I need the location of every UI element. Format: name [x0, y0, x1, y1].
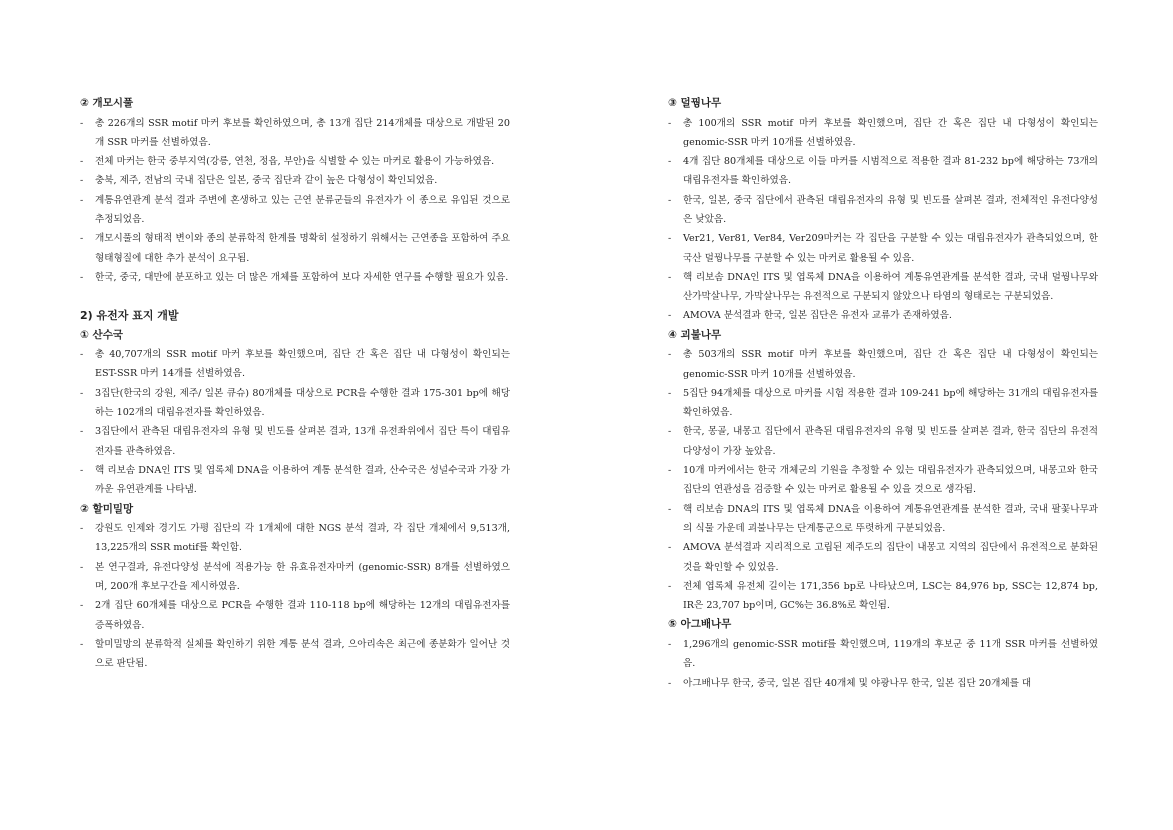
right-column: [668, 94, 1098, 693]
list-item: - 핵 리보솜 DNA의 ITS 및 엽록체 DNA을 이용하여 계통유연관계를 분석한 결과, 국내 팔꽃나무과의 식물 가운데 괴불나무는 단계통군으로 뚜렷하게 구분되었음.: [668, 503, 1098, 534]
section-title: ① 산수국: [80, 328, 123, 341]
section-sansuguk: [80, 326, 510, 500]
list-item: - 아그배나무 한국, 중국, 일본 집단 40개체 및 야광나무 한국, 일본 집단 20개체를 대: [668, 677, 1032, 689]
section-gaemosipul: [80, 94, 510, 287]
list-item: - 개모시풀의 형태적 변이와 종의 분류학적 한계를 명확히 설정하기 위해서는 근연종을 포함하여 주요 형태형질에 대한 추가 분석이 요구됨.: [80, 233, 510, 264]
list-item: - 3집단에서 관측된 대립유전자의 유형 및 빈도를 살펴본 결과, 13개 유전좌위에서 집단 특이 대립유전자를 관측하였음.: [80, 426, 510, 457]
list-item: - 전체 마커는 한국 중부지역(강릉, 연천, 정읍, 부안)을 식별할 수 있는 마커로 활용이 가능하였음.: [80, 156, 495, 168]
list-item: - 핵 리보솜 DNA인 ITS 및 엽록체 DNA을 이용하여 계통유연관계를 분석한 결과, 국내 덜꿩나무와 산가막살나무, 가막살나무는 유전적으로 구분되지 않았으나 타염의 형태로는 구분되었음.: [668, 271, 1098, 303]
list-item: - 한국, 일본, 중국 집단에서 관측된 대립유전자의 유형 및 빈도를 살펴본 결과, 전체적인 유전다양성은 낮았음.: [668, 194, 1098, 225]
section-goebulnamu: [668, 326, 1098, 616]
list-item: - 한국, 몽골, 내몽고 집단에서 관측된 대립유전자의 유형 및 빈도를 살펴본 결과, 한국 집단의 유전적 다양성이 가장 높았음.: [668, 426, 1098, 457]
section-title: ⑤ 아그배나무: [668, 618, 732, 631]
section-title: ② 개모시풀: [80, 97, 134, 109]
list-item: - 2개 집단 60개체를 대상으로 PCR을 수행한 결과 110-118 bp에 해당하는 12개의 대립유전자를 증폭하였음.: [80, 600, 510, 631]
section-title: ④ 괴불나무: [668, 328, 722, 341]
list-item: - 한국, 중국, 대만에 분포하고 있는 더 많은 개체를 포함하여 보다 자세한 연구를 수행할 필요가 있음.: [80, 271, 509, 283]
list-item: - 총 40,707개의 SSR motif 마커 후보를 확인했으며, 집단 간 혹은 집단 내 다형성이 확인되는 EST-SSR 마커 14개를 선별하였음.: [80, 349, 510, 380]
section-title: ② 할미밀망: [80, 502, 134, 515]
list-item: - 강원도 인제와 경기도 가평 집단의 각 1개체에 대한 NGS 분석 결과, 각 집단 개체에서 9,513개, 13,225개의 SSR motif를 확인함.: [80, 523, 510, 554]
section-title: ③ 덜꿩나무: [668, 97, 722, 109]
list-item: - Ver21, Ver81, Ver84, Ver209마커는 각 집단을 구분할 수 있는 대립유전자가 관측되었으며, 한국산 덜꿩나무를 구분할 수 있는 마커로 활용될 수 있음.: [668, 233, 1098, 264]
list-item: - 계통유연관계 분석 결과 주변에 혼생하고 있는 근연 분류군들의 유전자가 이 종으로 유입된 것으로 추정되었음.: [80, 194, 510, 225]
list-item: - 총 226개의 SSR motif 마커 후보를 확인하였으며, 총 13개 집단 214개체를 대상으로 개발된 20개 SSR 마커를 선별하였음.: [80, 117, 510, 148]
section-halmimilmang: [80, 500, 510, 674]
list-item: - 1,296개의 genomic-SSR motif를 확인했으며, 119개의 후보군 중 11개 SSR 마커를 선별하였음.: [668, 638, 1098, 670]
subheading-marker-development: 2) 유전자 표지 개발: [80, 309, 179, 323]
list-item: - 본 연구결과, 유전다양성 분석에 적용가능 한 유효유전자마커 (genomic-SSR) 8개를 선별하였으며, 200개 후보구간을 제시하였음.: [80, 561, 510, 592]
list-item: - 총 100개의 SSR motif 마커 후보를 확인했으며, 집단 간 혹은 집단 내 다형성이 확인되는 genomic-SSR 마커 10개를 선별하였음.: [668, 117, 1098, 148]
list-item: - 총 503개의 SSR motif 마커 후보를 확인했으며, 집단 간 혹은 집단 내 다형성이 확인되는 genomic-SSR 마커 10개를 선별하였음.: [668, 349, 1098, 380]
list-item: - 4개 집단 80개체를 대상으로 이들 마커를 시범적으로 적용한 결과 81-232 bp에 해당하는 73개의 대립유전자를 확인하였음.: [668, 156, 1098, 187]
list-item: - 충북, 제주, 전남의 국내 집단은 일본, 중국 집단과 같이 높은 다형성이 확인되었음.: [80, 175, 438, 187]
list-item: - 5집단 94개체를 대상으로 마커를 시험 적용한 결과 109-241 bp에 해당하는 31개의 대립유전자를 확인하였음.: [668, 387, 1098, 419]
list-item: - AMOVA 분석결과 한국, 일본 집단은 유전자 교류가 존재하였음.: [668, 310, 952, 322]
list-item: - 전체 엽록체 유전체 길이는 171,356 bp로 나타났으며, LSC는 84,976 bp, SSC는 12,874 bp, IR은 23,707 bp이며, GC%는 36.8%로 확인됨.: [668, 580, 1098, 612]
list-item: - 핵 리보솜 DNA인 ITS 및 엽록체 DNA을 이용하여 계통 분석한 결과, 산수국은 성널수국과 가장 가까운 유연관계를 나타냄.: [80, 464, 510, 496]
list-item: - AMOVA 분석결과 지리적으로 고립된 제주도의 집단이 내몽고 지역의 집단에서 유전적으로 분화된 것을 확인할 수 있었음.: [668, 542, 1098, 573]
list-item: - 10개 마커에서는 한국 개체군의 기원을 추정할 수 있는 대립유전자가 관측되었으며, 내몽고와 한국 집단의 연관성을 검증할 수 있는 마커로 활용될 수 있을 것으로 생각됨.: [668, 465, 1098, 496]
left-column: [80, 94, 510, 673]
section-agbaenamu: [668, 615, 1098, 692]
list-item: - 할미밀망의 분류학적 실체를 확인하기 위한 계통 분석 결과, 으아리속은 최근에 종분화가 일어난 것으로 판단됨.: [80, 638, 510, 670]
section-deolkkwongnamu: [668, 94, 1098, 326]
list-item: - 3집단(한국의 강원, 제주/ 일본 큐슈) 80개체를 대상으로 PCR을 수행한 결과 175-301 bp에 해당하는 102개의 대립유전자를 확인하였음.: [80, 387, 510, 419]
